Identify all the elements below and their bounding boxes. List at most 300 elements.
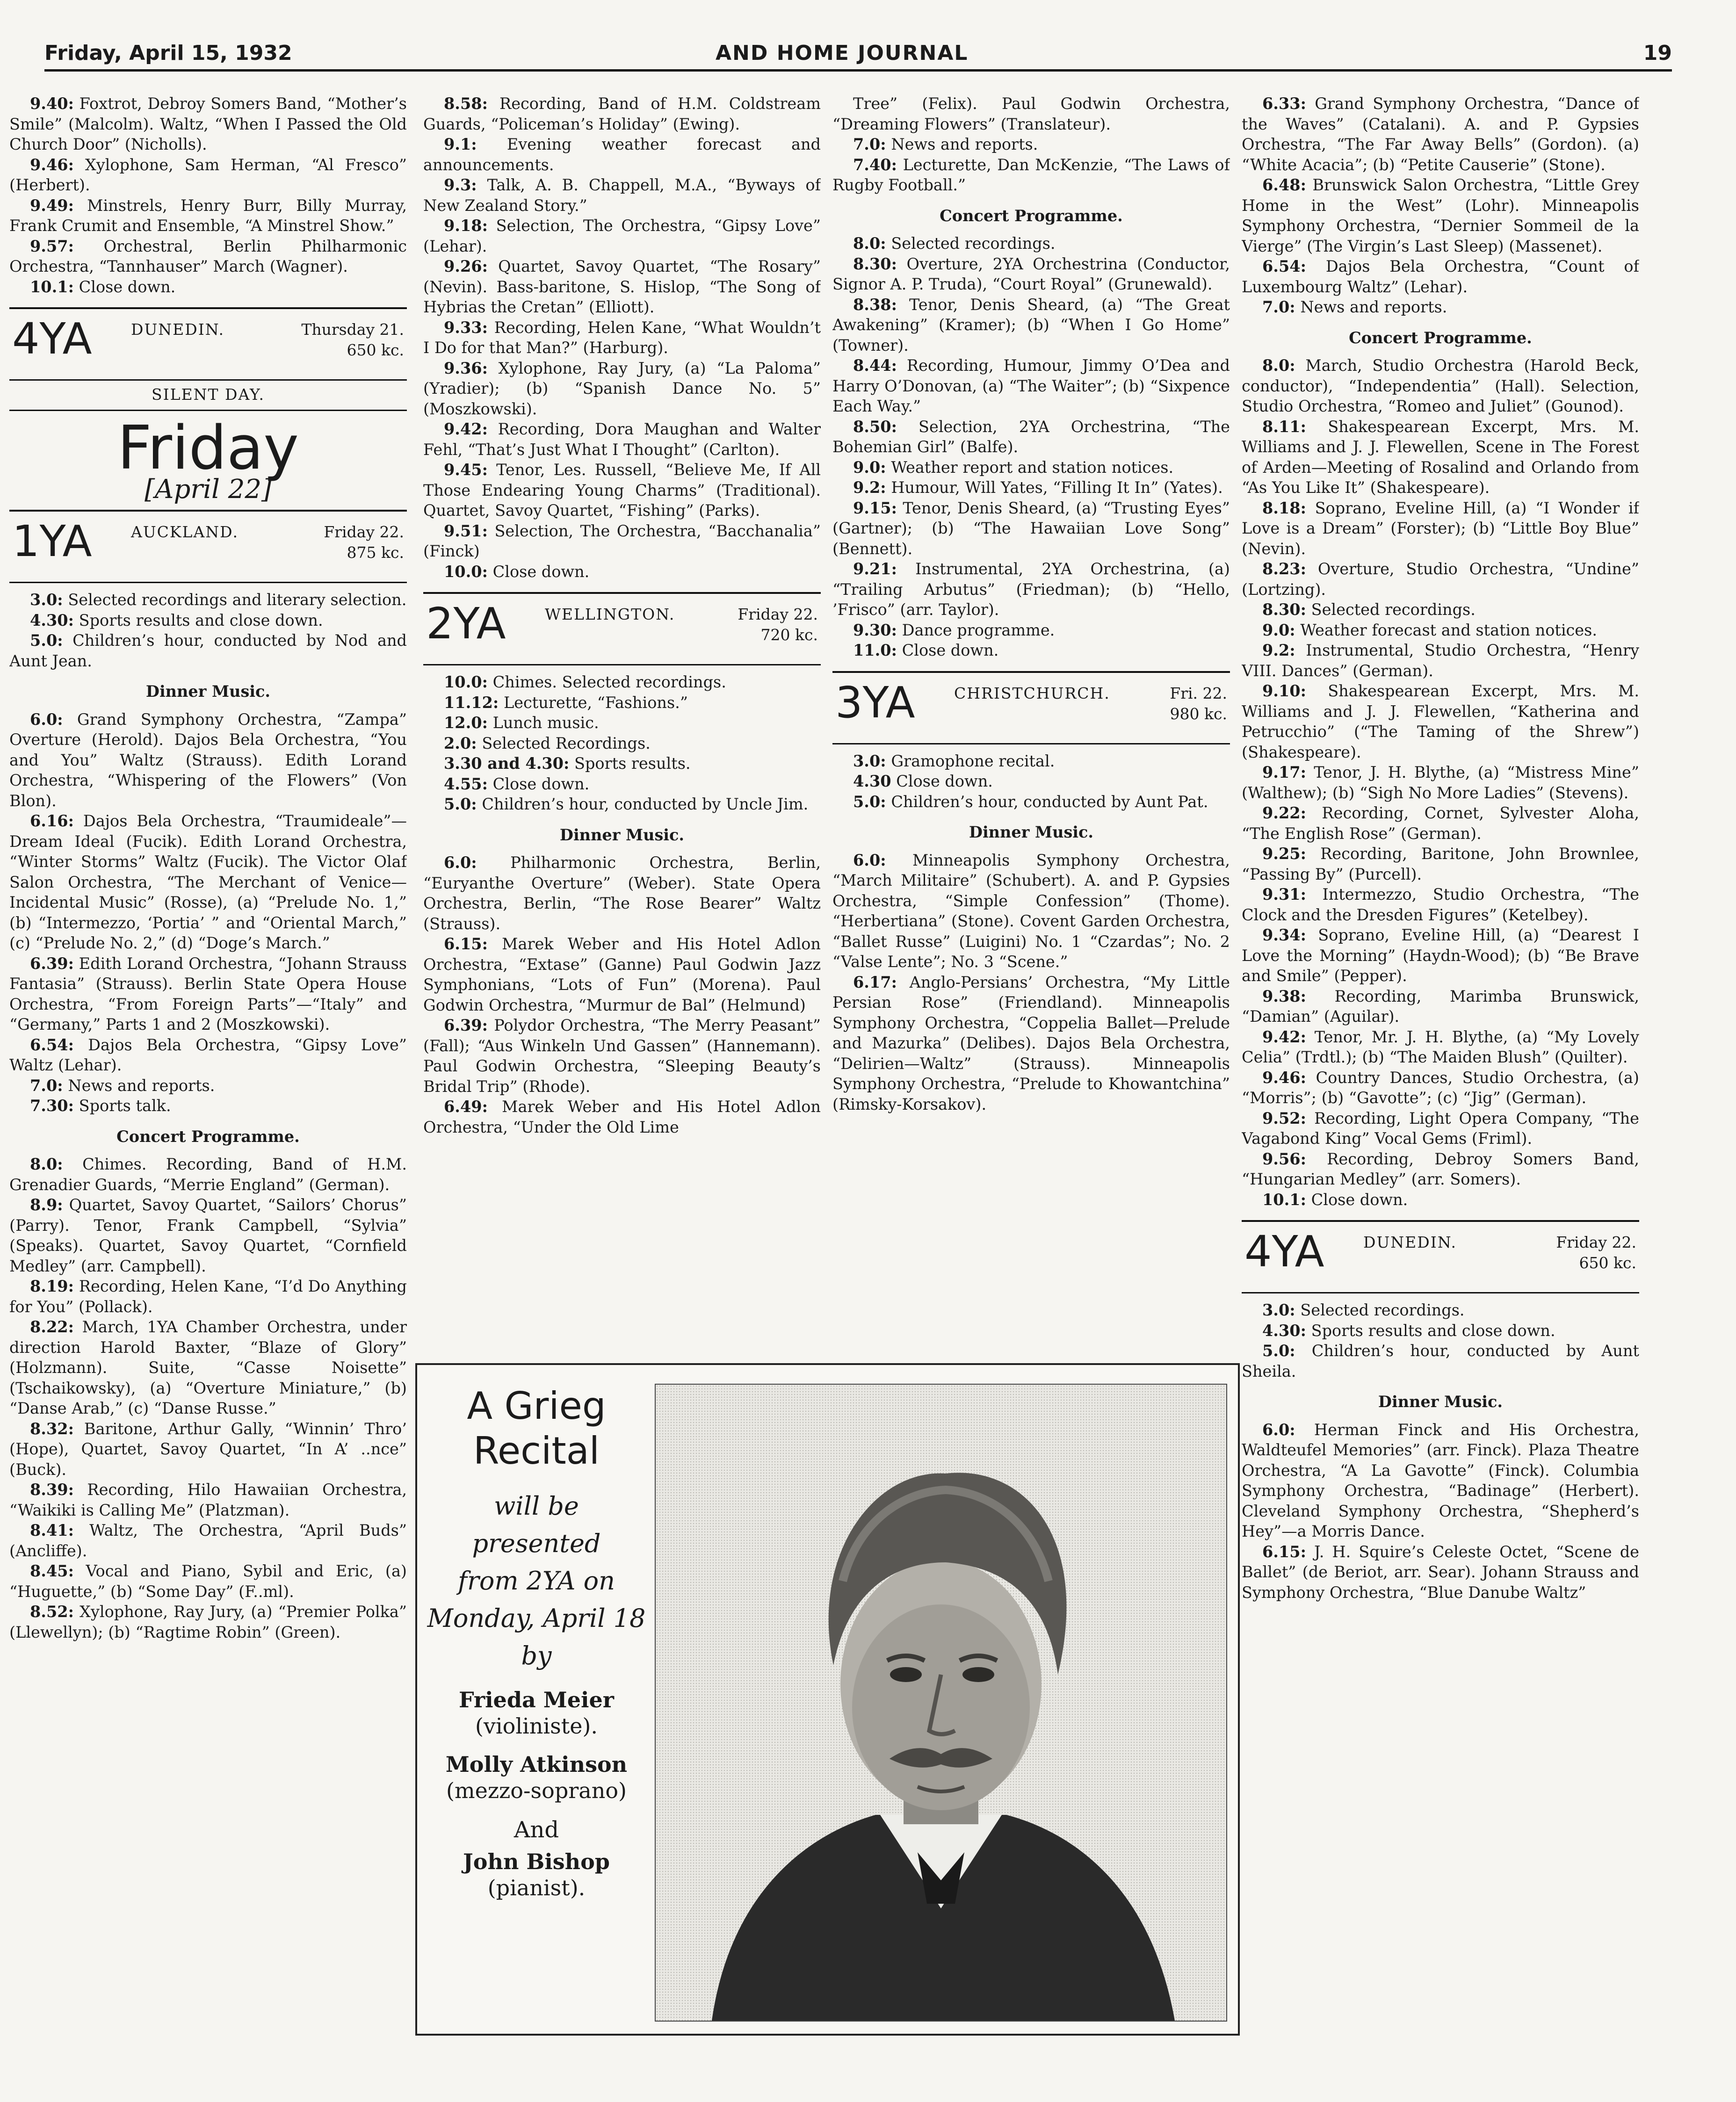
entry-text: Weather report and station notices.: [891, 458, 1174, 477]
programme-entry: [1242, 803, 1639, 844]
entry-time: 2.0:: [444, 734, 477, 752]
entry-time: 9.51:: [444, 521, 488, 540]
entry-time: 8.18:: [1262, 498, 1306, 517]
entry-time: 9.2:: [853, 478, 886, 497]
programme-entry: [1242, 986, 1639, 1027]
programme-entry: [423, 852, 821, 934]
programme-entry: [9, 610, 407, 631]
entry-time: 10.1:: [30, 277, 74, 296]
entry-text: Tenor, Les. Russell, “Believe Me, If All Those Endearing Young Charms” (Traditional). Quartet, Savoy Quartet, “Fishing” (Parks).: [423, 461, 821, 520]
programme-entry: [423, 562, 821, 582]
programme-entry: [832, 792, 1230, 812]
column-1: [9, 94, 407, 2051]
entry-text: Shakespearean Excerpt, Mrs. M. Williams and J. J. Flewellen, “Katherina and Petrucchio” (“The Taming of the Shrew”) (Shakespeare).: [1242, 682, 1639, 761]
entry-time: 9.57:: [30, 237, 74, 255]
station-day: Fri. 22.: [1170, 684, 1227, 702]
entry-time: 4.55:: [444, 774, 488, 793]
entries: [9, 1154, 407, 1642]
entry-text: Evening weather forecast and announcements.: [423, 135, 821, 174]
programme-entry: [9, 277, 407, 297]
entry-text: Marek Weber and His Hotel Adlon Orchestra, “Under the Old Lime: [423, 1098, 821, 1136]
entry-text: Selection, 2YA Orchestrina, “The Bohemian Girl” (Balfe).: [832, 417, 1230, 456]
section-heading: Dinner Music.: [145, 682, 271, 701]
entry-text: Overture, Studio Orchestra, “Undine” (Lortzing).: [1242, 560, 1639, 599]
entry-text: Selected recordings.: [891, 234, 1056, 253]
performer-name: Frieda Meier: [459, 1687, 614, 1712]
advert-line: will be presented: [472, 1491, 601, 1558]
day-date: [April 22]: [145, 474, 272, 505]
station-call: 3YA: [835, 677, 915, 728]
entry-time: 7.0:: [853, 135, 886, 153]
programme-entry: [1242, 559, 1639, 600]
programme-entry: [423, 175, 821, 216]
entry-time: 6.0:: [1262, 1420, 1295, 1439]
programme-entry: [1242, 1321, 1639, 1341]
programme-entry: [832, 233, 1230, 254]
entry-time: 9.26:: [444, 257, 488, 275]
programme-entry: [1242, 1300, 1639, 1321]
header-date: Friday, April 15, 1932: [44, 41, 292, 65]
entry-text: Marek Weber and His Hotel Adlon Orchestra, “Extase” (Ganne) Paul Godwin Jazz Symphonians, “Lots of Fun” (Morena). Paul Godwin Orchestra, “Murmur de Bal” (Helmund): [423, 935, 821, 1014]
entry-time: 9.42:: [444, 420, 488, 438]
entry-text: Close down.: [1311, 1190, 1408, 1209]
programme-entry: [9, 236, 407, 277]
programme-entry: [423, 216, 821, 256]
programme-entry: [832, 559, 1230, 620]
entries: [1242, 1420, 1639, 1603]
entry-time: 9.45:: [444, 461, 488, 479]
programme-entry: [1242, 681, 1639, 762]
programme-entry: [1242, 1027, 1639, 1068]
entry-time: 9.40:: [30, 94, 74, 113]
advert-text: [427, 1384, 646, 1901]
entry-time: 11.0:: [853, 641, 897, 659]
entries: [1242, 1300, 1639, 1381]
programme-entry: [832, 850, 1230, 972]
entry-time: 8.50:: [853, 417, 897, 436]
entry-time: 9.3:: [444, 176, 477, 194]
entry-time: 6.0:: [30, 710, 63, 729]
entry-text: Weather forecast and station notices.: [1300, 621, 1597, 639]
entry-text: Selection, The Orchestra, “Bacchanalia” (Finck): [423, 521, 821, 560]
entry-text: Quartet, Savoy Quartet, “Sailors’ Chorus” (Parry). Tenor, Frank Campbell, “Sylvia” (Speaks). Quartet, Savoy Quartet, “Cornfield Medley” (arr. Campbell).: [9, 1196, 407, 1275]
section-heading: Dinner Music.: [969, 823, 1094, 841]
entry-time: 8.41:: [30, 1521, 74, 1539]
programme-entry: [1242, 94, 1639, 175]
day-heading: Friday: [117, 413, 299, 483]
station-header-1ya: [9, 510, 407, 583]
programme-entry: [1242, 175, 1639, 256]
programme-entry: [423, 1097, 821, 1137]
grieg-recital-advert: [415, 1363, 1240, 2036]
entry-text: Selected recordings and literary selection.: [68, 591, 407, 609]
entry-time: 4.30:: [30, 611, 74, 629]
programme-entry: [423, 934, 821, 1015]
programme-entry: [423, 1015, 821, 1097]
entry-text: Selected Recordings.: [482, 734, 651, 752]
entry-time: 8.52:: [30, 1603, 74, 1621]
entry-time: 9.15:: [853, 498, 897, 517]
entry-time: 8.30:: [1262, 600, 1306, 619]
station-call: 1YA: [12, 516, 92, 566]
programme-entry: [9, 1276, 407, 1317]
entry-text: Soprano, Eveline Hill, (a) “Dearest I Love the Morning” (Haydn-Wood); (b) “Be Brave and Smile” (Pepper).: [1242, 926, 1639, 985]
entry-time: 7.40:: [853, 155, 897, 174]
entry-text: Close down.: [79, 277, 176, 296]
programme-entry: [1242, 417, 1639, 498]
entry-text: Recording, Baritone, John Brownlee, “Passing By” (Purcell).: [1242, 845, 1639, 883]
programme-entry: [9, 630, 407, 671]
entry-text: Chimes. Recording, Band of H.M. Grenadier Guards, “Merrie England” (German).: [9, 1155, 407, 1194]
entry-text: Selected recordings.: [1300, 1301, 1465, 1319]
section-heading: Concert Programme.: [940, 206, 1123, 225]
programme-entry: [423, 460, 821, 521]
programme-entry: [9, 953, 407, 1035]
programme-entry: [9, 1419, 407, 1480]
entry-text: News and reports.: [68, 1076, 215, 1095]
entry-time: 4.30:: [1262, 1321, 1306, 1340]
programme-entry: [1242, 762, 1639, 803]
programme-entry: [1242, 844, 1639, 884]
programme-entry: [832, 498, 1230, 559]
entry-text: Recording, Helen Kane, “What Wouldn’t I Do for that Man?” (Harburg).: [423, 318, 821, 357]
entry-text: Instrumental, 2YA Orchestrina, (a) “Trailing Arbutus” (Friedman); (b) “Hello, ’Frisco” (arr. Taylor).: [832, 560, 1230, 619]
entry-text: Sports talk.: [79, 1097, 171, 1115]
entry-time: 5.0:: [853, 792, 886, 811]
station-city: WELLINGTON.: [545, 605, 675, 623]
entry-text: March, Studio Orchestra (Harold Beck, conductor), “Independentia” (Hall). Selection, Studio Orchestra, “Romeo and Juliet” (Gounod).: [1242, 356, 1639, 415]
programme-entry: [9, 709, 407, 811]
programme-entry: [1242, 1149, 1639, 1190]
programme-entry: [423, 419, 821, 460]
entry-text: Tenor, Denis Sheard, (a) “The Great Awakening” (Kramer); (b) “When I Go Home” (Towner).: [832, 295, 1230, 354]
column-4: [1242, 94, 1639, 2051]
programme-entry: [423, 753, 821, 774]
programme-entry: [1242, 1420, 1639, 1542]
station-city: DUNEDIN.: [131, 320, 224, 339]
entry-text: Grand Symphony Orchestra, “Zampa” Overture (Herold). Dajos Bela Orchestra, “You and You” Waltz (Strauss). Edith Lorand Orchestra, “Whispering of the Flowers” (Von Blon).: [9, 710, 407, 810]
programme-entry: [832, 620, 1230, 641]
entry-time: 10.1:: [1262, 1190, 1306, 1209]
programme-entry: [423, 256, 821, 318]
entry-time: 3.0:: [853, 751, 886, 770]
entry-time: 10.0:: [444, 562, 488, 581]
entry-text: Lecturette, “Fashions.”: [503, 693, 688, 712]
entry-text: Recording, Helen Kane, “I’d Do Anything for You” (Pollack).: [9, 1277, 407, 1316]
entry-text: Xylophone, Sam Herman, “Al Fresco” (Herbert).: [9, 155, 407, 194]
entry-time: 6.33:: [1262, 94, 1306, 113]
entry-text: Selected recordings.: [1311, 600, 1476, 619]
programme-entry: [832, 417, 1230, 457]
programme-entry: [1242, 925, 1639, 986]
column-3: [832, 94, 1230, 1358]
portrait-illustration: [656, 1385, 1226, 2021]
programme-entry: [1242, 498, 1639, 559]
entries: [1242, 94, 1639, 318]
advert-line: from 2YA on: [458, 1566, 615, 1596]
entry-time: 6.48:: [1262, 176, 1306, 194]
station-frequency: 875 kc.: [347, 543, 404, 562]
entry-time: 8.22:: [30, 1318, 74, 1336]
entry-time: 8.11:: [1262, 417, 1306, 436]
entries: [832, 94, 1230, 195]
entry-text: Lecturette, Dan McKenzie, “The Laws of Rugby Football.”: [832, 155, 1230, 194]
programme-entry: [9, 1035, 407, 1076]
entry-text: Tree” (Felix). Paul Godwin Orchestra, “Dreaming Flowers” (Translateur).: [832, 94, 1230, 133]
entry-time: 12.0:: [444, 714, 488, 732]
performer-role: (mezzo-soprano): [446, 1778, 627, 1803]
section-heading: Dinner Music.: [559, 825, 685, 844]
entry-text: News and reports.: [891, 135, 1038, 153]
entry-time: 3.30 and 4.30:: [444, 754, 570, 773]
entry-time: 8.0:: [1262, 356, 1295, 375]
programme-entry: [1242, 620, 1639, 641]
programme-entry: [1242, 600, 1639, 620]
station-city: AUCKLAND.: [131, 523, 239, 541]
programme-entry: [1242, 1068, 1639, 1108]
entry-time: 6.15:: [1262, 1542, 1306, 1561]
grieg-portrait-photo: [655, 1384, 1227, 2022]
entry-text: Quartet, Savoy Quartet, “The Rosary” (Nevin). Bass-baritone, S. Hislop, “The Song of Hybrias the Cretan” (Elliott).: [423, 257, 821, 316]
programme-entry: [1242, 640, 1639, 681]
entry-time: 9.46:: [30, 155, 74, 174]
entries: [9, 94, 407, 297]
entry-time: 8.9:: [30, 1196, 63, 1214]
entries: [423, 852, 821, 1137]
programme-entry: [832, 640, 1230, 661]
entry-time: 4.30: [853, 772, 891, 790]
entry-time: 9.18:: [444, 217, 488, 235]
entry-time: 8.32:: [30, 1419, 74, 1438]
programme-entry: [9, 155, 407, 195]
programme-entry: [9, 1561, 407, 1602]
programme-entry: [832, 355, 1230, 417]
entry-time: 6.0:: [444, 853, 477, 872]
entry-time: 9.49:: [30, 196, 74, 215]
programme-entry: [832, 477, 1230, 498]
entry-time: 5.0:: [444, 795, 477, 813]
entry-time: 9.38:: [1262, 987, 1306, 1005]
entry-time: 8.19:: [30, 1277, 74, 1295]
entries: [423, 94, 821, 582]
programme-entry: [423, 733, 821, 754]
entries: [9, 590, 407, 671]
programme-entry: [9, 811, 407, 953]
programme-entry: [9, 1076, 407, 1096]
entry-text: Polydor Orchestra, “The Merry Peasant” (Fall); “Aus Winkeln Und Gassen” (Hannemann). Paul Godwin Orchestra, “Sleeping Beauty’s Bridal Trip” (Rhode).: [423, 1016, 821, 1096]
entries: [832, 233, 1230, 661]
entry-text: Dajos Bela Orchestra, “Traumideale”—Dream Ideal (Fucik). Edith Lorand Orchestra, “Winter Storms” Waltz (Fucik). The Victor Olaf Salon Orchestra, “The Merchant of Venice—Incidental Music” (Rosse), (a) “Prelude No. 1,” (b) “Intermezzo, ‘Portia’ ” and “Oriental March,” (c) “Prelude No. 2,” (d) “Doge’s March.”: [9, 812, 407, 952]
entry-time: 9.30:: [853, 621, 897, 639]
entry-text: Anglo-Persians’ Orchestra, “My Little Persian Rose” (Friendland). Minneapolis Symphony Orchestra, “Coppelia Ballet—Prelude and Mazurka” (Delibes). Dajos Bela Orchestra, “Delirien—Waltz” (Strauss). Minneapolis Symphony Orchestra, “Prelude to Khowantchina” (Rimsky-Korsakov).: [832, 973, 1230, 1113]
programme-entry: [423, 358, 821, 419]
station-call: 2YA: [426, 599, 506, 649]
column-2: [423, 94, 821, 1358]
entry-time: 9.21:: [853, 560, 897, 578]
entry-text: Minstrels, Henry Burr, Billy Murray, Frank Crumit and Ensemble, “A Minstrel Show.”: [9, 196, 407, 235]
header-title: AND HOME JOURNAL: [716, 41, 969, 65]
entry-text: Tenor, Mr. J. H. Blythe, (a) “My Lovely Celia” (Trdtl.); (b) “The Maiden Blush” (Quilter).: [1242, 1027, 1639, 1066]
performer-name: John Bishop: [463, 1849, 610, 1874]
station-city: CHRISTCHURCH.: [954, 684, 1110, 702]
station-day: Friday 22.: [1556, 1233, 1636, 1251]
station-day: Friday 22.: [324, 523, 404, 541]
section-heading: Concert Programme.: [116, 1127, 300, 1146]
station-day: Thursday 21.: [301, 320, 404, 339]
station-city: DUNEDIN.: [1363, 1233, 1457, 1251]
station-day: Friday 22.: [738, 605, 818, 623]
entry-text: Waltz, The Orchestra, “April Buds” (Ancliffe).: [9, 1521, 407, 1560]
entry-text: Country Dances, Studio Orchestra, (a) “Morris”; (b) “Gavotte”; (c) “Jig” (German).: [1242, 1068, 1639, 1107]
programme-entry: [423, 94, 821, 134]
programme-entry: [9, 1602, 407, 1642]
entry-text: Instrumental, Studio Orchestra, “Henry VIII. Dances” (German).: [1242, 641, 1639, 680]
entry-text: Foxtrot, Debroy Somers Band, “Mother’s Smile” (Malcolm). Waltz, “When I Passed the Old Church Door” (Nicholls).: [9, 94, 407, 153]
programme-entry: [9, 1096, 407, 1116]
entry-text: Orchestral, Berlin Philharmonic Orchestra, “Tannhauser” March (Wagner).: [9, 237, 407, 275]
entry-text: Tenor, J. H. Blythe, (a) “Mistress Mine” (Walthew); (b) “Sigh No More Ladies” (Stevens).: [1242, 763, 1639, 802]
programme-entry: [1242, 1542, 1639, 1603]
entry-time: 3.0:: [30, 591, 63, 609]
entry-time: 6.39:: [444, 1016, 488, 1034]
entry-text: Minneapolis Symphony Orchestra, “March Militaire” (Schubert). A. and P. Gypsies Orchestra, “Simple Confession” (Thome). “Herbertiana” (Stone). Covent Garden Orchestra, “Ballet Russe” (Luigini) No. 1 “Czardas”; No. 2 “Valse Lente”; No. 3 “Scene.”: [832, 851, 1230, 971]
section-heading: Concert Programme.: [1349, 328, 1532, 347]
entry-time: 9.2:: [1262, 641, 1295, 659]
entry-text: Gramophone recital.: [891, 751, 1055, 770]
entry-text: Recording, Humour, Jimmy O’Dea and Harry O’Donovan, (a) “The Waiter”; (b) “Sixpence Each Way.”: [832, 356, 1230, 415]
performer-name: Molly Atkinson: [445, 1752, 628, 1777]
entry-text: Brunswick Salon Orchestra, “Little Grey Home in the West” (Lohr). Minneapolis Symphony Orchestra, “Dernier Sommeil de la Vierge” (The Virgin’s Last Sleep) (Massenet).: [1242, 176, 1639, 255]
entry-text: News and reports.: [1300, 298, 1447, 316]
entry-text: Close down.: [896, 772, 993, 790]
entry-text: Recording, Hilo Hawaiian Orchestra, “Waikiki is Calling Me” (Platzman).: [9, 1481, 407, 1519]
entry-time: 6.54:: [1262, 257, 1306, 275]
entry-time: 8.23:: [1262, 560, 1306, 578]
programme-entry: [423, 693, 821, 713]
entry-text: Shakespearean Excerpt, Mrs. M. Williams and J. J. Flewellen, Scene in The Forest of Arden—Meeting of Rosalind and Orlando from “As You Like It” (Shakespeare).: [1242, 417, 1639, 497]
entry-text: Recording, Marimba Brunswick, “Damian” (Aguilar).: [1242, 987, 1639, 1026]
entry-time: 6.15:: [444, 935, 488, 953]
entry-text: Overture, 2YA Orchestrina (Conductor, Signor A. P. Truda), “Court Royal” (Grunewald).: [832, 254, 1230, 293]
entry-text: Children’s hour, conducted by Uncle Jim.: [482, 795, 809, 813]
entry-text: Grand Symphony Orchestra, “Dance of the Waves” (Catalani). A. and P. Gypsies Orchestra, “The Far Away Bells” (Gordon). (a) “White Acacia”; (b) “Petite Causerie” (Stone).: [1242, 94, 1639, 174]
entry-time: 6.54:: [30, 1035, 74, 1054]
entry-time: 8.45:: [30, 1562, 74, 1580]
advert-and: And: [514, 1817, 559, 1843]
entry-text: Intermezzo, Studio Orchestra, “The Clock and the Dresden Figures” (Ketelbey).: [1242, 885, 1639, 924]
entry-text: Selection, The Orchestra, “Gipsy Love” (Lehar).: [423, 217, 821, 255]
programme-entry: [832, 457, 1230, 478]
entry-text: Vocal and Piano, Sybil and Eric, (a) “Huguette,” (b) “Some Day” (F..ml).: [9, 1562, 407, 1601]
programme-entry: [423, 713, 821, 733]
programme-entry: [1242, 256, 1639, 297]
entry-text: Recording, Cornet, Sylvester Aloha, “The English Rose” (German).: [1242, 804, 1639, 843]
page-number: 19: [1643, 41, 1672, 65]
entries: [1242, 355, 1639, 1210]
advert-title-line1: A Grieg: [467, 1384, 606, 1428]
entry-text: Close down.: [492, 562, 590, 581]
entry-text: Dajos Bela Orchestra, “Count of Luxembourg Waltz” (Lehar).: [1242, 257, 1639, 296]
programme-entry: [832, 254, 1230, 295]
entry-text: Xylophone, Ray Jury, (a) “Premier Polka” (Llewellyn); (b) “Ragtime Robin” (Green).: [9, 1603, 407, 1641]
station-header-4ya-thursday: [9, 307, 407, 381]
entry-time: 8.0:: [30, 1155, 63, 1173]
entry-time: 6.16:: [30, 812, 74, 830]
entries: [423, 672, 821, 815]
programme-entry: [423, 134, 821, 175]
entry-time: 6.17:: [853, 973, 897, 991]
entry-time: 5.0:: [1262, 1342, 1295, 1360]
entry-text: J. H. Squire’s Celeste Octet, “Scene de Ballet” (de Beriot, arr. Sear). Johann Strauss and Symphony Orchestra, “Blue Danube Waltz”: [1242, 1542, 1639, 1602]
programme-entry: [9, 1480, 407, 1520]
entry-time: 9.33:: [444, 318, 488, 337]
programme-entry: [832, 94, 1230, 134]
entry-text: March, 1YA Chamber Orchestra, under direction Harold Baxter, “Blaze of Glory” (Holzmann). Suite, “Casse Noisette” (Tschaikowsky), (a) “Overture Miniature,” (b) “Danse Arab,” (c) “Danse Russe.”: [9, 1318, 407, 1417]
entry-time: 9.22:: [1262, 804, 1306, 822]
entry-text: Sports results and close down.: [79, 611, 323, 629]
entry-time: 8.58:: [444, 94, 488, 113]
programme-entry: [423, 521, 821, 562]
entry-text: Tenor, Denis Sheard, (a) “Trusting Eyes” (Gartner); (b) “The Hawaiian Love Song” (Bennett).: [832, 498, 1230, 558]
entry-text: Sports results and close down.: [1311, 1321, 1555, 1340]
entry-time: 9.52:: [1262, 1109, 1306, 1127]
entry-time: 6.49:: [444, 1098, 488, 1116]
entry-time: 11.12:: [444, 693, 499, 712]
entry-time: 6.39:: [30, 954, 74, 973]
programme-entry: [1242, 355, 1639, 417]
programme-entry: [423, 318, 821, 358]
entry-text: Lunch music.: [492, 714, 599, 732]
programme-entry: [9, 1195, 407, 1276]
entry-text: Soprano, Eveline Hill, (a) “I Wonder if Love is a Dream” (Forster); (b) “Little Boy Blue” (Nevin).: [1242, 498, 1639, 558]
station-header-2ya: [423, 592, 821, 665]
advert-date: Monday, April 18: [427, 1604, 646, 1633]
silent-day: SILENT DAY.: [9, 384, 407, 411]
entry-text: Baritone, Arthur Gally, “Winnin’ Thro’ (Hope), Quartet, Savoy Quartet, “In A’ ..nce” (Buck).: [9, 1419, 407, 1479]
programme-entry: [1242, 1108, 1639, 1149]
station-frequency: 650 kc.: [347, 341, 404, 359]
entry-text: Children’s hour, conducted by Nod and Aunt Jean.: [9, 631, 407, 670]
entry-text: Dajos Bela Orchestra, “Gipsy Love” Waltz (Lehar).: [9, 1035, 407, 1074]
entry-text: Chimes. Selected recordings.: [492, 673, 726, 691]
section-heading: Dinner Music.: [1378, 1393, 1503, 1411]
entry-text: Talk, A. B. Chappell, M.A., “Byways of New Zealand Story.”: [423, 176, 821, 215]
programme-entry: [1242, 884, 1639, 925]
programme-entry: [9, 1154, 407, 1195]
entry-text: Recording, Dora Maughan and Walter Fehl, “That’s Just What I Thought” (Carlton).: [423, 420, 821, 459]
programme-entry: [9, 1520, 407, 1561]
programme-entry: [832, 134, 1230, 155]
entry-time: 9.0:: [1262, 621, 1295, 639]
entry-time: 3.0:: [1262, 1301, 1295, 1319]
entry-time: 9.56:: [1262, 1149, 1306, 1168]
entry-time: 8.39:: [30, 1481, 74, 1499]
programme-entry: [9, 1317, 407, 1419]
entry-time: 9.46:: [1262, 1068, 1306, 1087]
entry-text: Recording, Light Opera Company, “The Vagabond King” Vocal Gems (Friml).: [1242, 1109, 1639, 1148]
entry-text: Xylophone, Ray Jury, (a) “La Paloma” (Yradier); (b) “Spanish Dance No. 5” (Moszkowski).: [423, 359, 821, 418]
entry-time: 9.17:: [1262, 763, 1306, 781]
programme-entry: [832, 972, 1230, 1115]
programme-entry: [832, 751, 1230, 772]
entry-time: 9.10:: [1262, 682, 1306, 700]
entry-time: 8.0:: [853, 234, 886, 253]
entry-time: 7.30:: [30, 1097, 74, 1115]
entry-time: 7.0:: [1262, 298, 1295, 316]
programme-entry: [832, 295, 1230, 356]
entry-time: 9.34:: [1262, 926, 1306, 944]
entry-time: 8.44:: [853, 356, 897, 375]
